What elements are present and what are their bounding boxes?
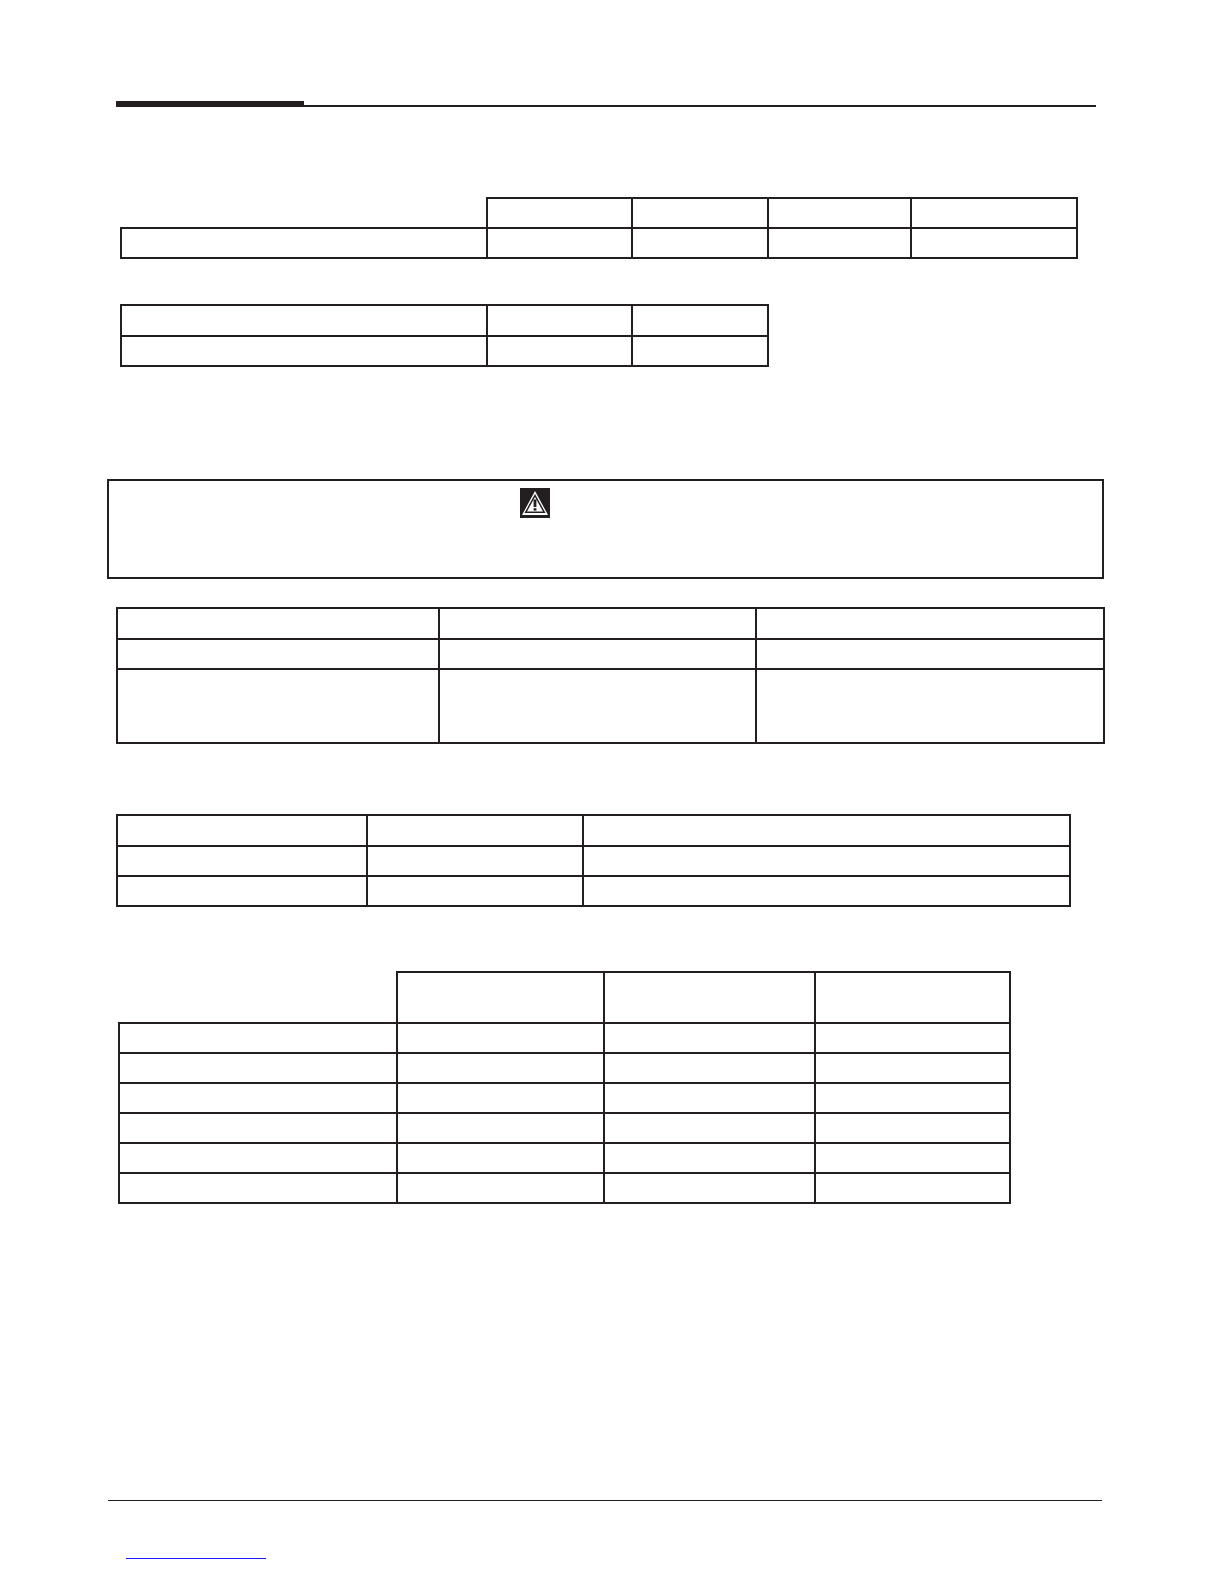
table-cell — [439, 669, 756, 743]
table-cell — [397, 1083, 604, 1113]
table-cell — [815, 1053, 1010, 1083]
table-row — [119, 1083, 1010, 1113]
table-cell — [397, 1023, 604, 1053]
table-row — [119, 1143, 1010, 1173]
table-cell — [756, 608, 1104, 639]
table-cell — [397, 1053, 604, 1083]
table-cell — [583, 846, 1070, 876]
table-cell — [397, 972, 604, 1023]
table-row — [119, 972, 1010, 1023]
table-cell — [815, 972, 1010, 1023]
table-cell — [583, 876, 1070, 906]
table-row — [121, 336, 768, 366]
table-cell — [487, 305, 632, 336]
table-cell — [604, 1023, 815, 1053]
table-row — [117, 669, 1104, 743]
table-row — [117, 639, 1104, 669]
table-cell — [487, 228, 632, 258]
footer-rule — [108, 1500, 1102, 1501]
header-rule — [116, 105, 1096, 107]
table-cell — [119, 1113, 397, 1143]
table-row — [119, 1113, 1010, 1143]
table-cell — [604, 1173, 815, 1203]
table-cell — [121, 305, 487, 336]
table-cell — [815, 1023, 1010, 1053]
table-cell — [815, 1083, 1010, 1113]
table-cell — [632, 198, 768, 228]
table-cell — [117, 846, 367, 876]
table-cell — [121, 336, 487, 366]
table-cell — [121, 198, 487, 228]
warning-triangle-icon — [520, 488, 550, 518]
warning-box — [107, 479, 1104, 579]
table-cell — [632, 228, 768, 258]
table-cell — [815, 1113, 1010, 1143]
table-row — [117, 815, 1070, 846]
table-cell — [367, 846, 583, 876]
spec-table-4 — [116, 814, 1071, 907]
table-cell — [487, 336, 632, 366]
table-cell — [121, 228, 487, 258]
table-cell — [367, 876, 583, 906]
table-cell — [117, 608, 439, 639]
table-cell — [768, 228, 911, 258]
table-row — [119, 1053, 1010, 1083]
table-cell — [119, 1173, 397, 1203]
table-cell — [756, 639, 1104, 669]
spec-table-5 — [118, 971, 1011, 1204]
footer-link[interactable] — [126, 1558, 266, 1559]
table-cell — [119, 1083, 397, 1113]
table-cell — [768, 198, 911, 228]
table-row — [121, 198, 1077, 228]
table-cell — [487, 198, 632, 228]
table-cell — [119, 972, 397, 1023]
table-row — [121, 305, 768, 336]
table-cell — [756, 669, 1104, 743]
table-cell — [397, 1173, 604, 1203]
table-cell — [911, 228, 1077, 258]
table-cell — [604, 1143, 815, 1173]
table-row — [117, 876, 1070, 906]
table-row — [117, 846, 1070, 876]
table-cell — [439, 608, 756, 639]
table-cell — [632, 336, 768, 366]
table-cell — [119, 1143, 397, 1173]
spec-table-1 — [120, 197, 1078, 259]
table-cell — [815, 1173, 1010, 1203]
table-cell — [117, 815, 367, 846]
table-cell — [117, 639, 439, 669]
table-cell — [117, 669, 439, 743]
table-row — [117, 608, 1104, 639]
table-row — [119, 1023, 1010, 1053]
table-cell — [632, 305, 768, 336]
spec-table-2 — [120, 304, 769, 367]
table-row — [119, 1173, 1010, 1203]
table-row — [121, 228, 1077, 258]
table-cell — [604, 1053, 815, 1083]
table-cell — [119, 1053, 397, 1083]
table-cell — [583, 815, 1070, 846]
table-cell — [397, 1143, 604, 1173]
table-cell — [119, 1023, 397, 1053]
table-cell — [604, 1113, 815, 1143]
spec-table-3 — [116, 607, 1105, 744]
table-cell — [815, 1143, 1010, 1173]
table-cell — [604, 1083, 815, 1113]
table-cell — [117, 876, 367, 906]
table-cell — [911, 198, 1077, 228]
table-cell — [439, 639, 756, 669]
table-cell — [367, 815, 583, 846]
table-cell — [604, 972, 815, 1023]
table-cell — [397, 1113, 604, 1143]
